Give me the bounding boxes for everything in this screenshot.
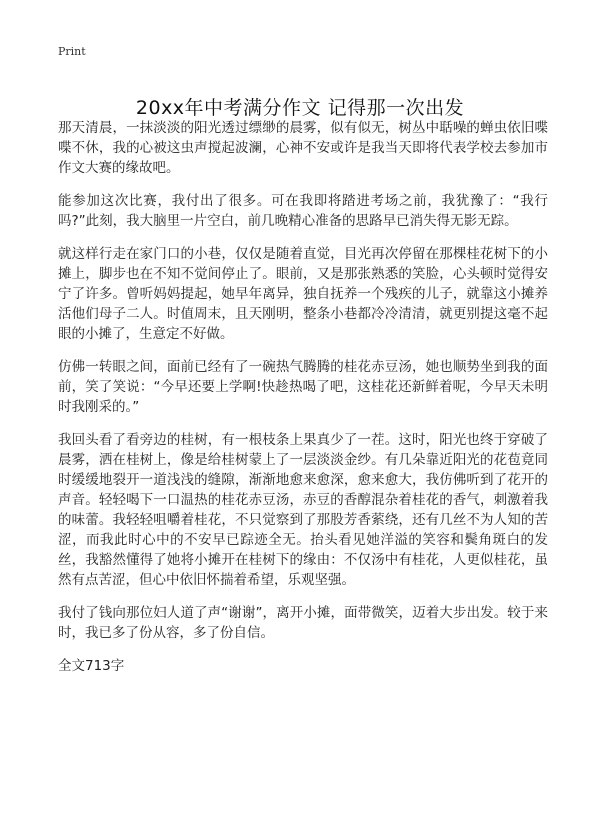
paragraph: 我付了钱向那位妇人道了声“谢谢”，离开小摊，面带微笑，迈着大步出发。较于来时，我已多了份从容，多了份自信。 [58,605,548,641]
paragraph: 就这样行走在家门口的小巷，仅仅是随着直觉，目光再次停留在那棵桂花树下的小摊上，脚步也在不知不觉间停止了。眼前，又是那张熟悉的笑脸，心头顿时觉得安宁了许多。曾听妈妈提起，她早年离异，独自抚养一个残疾的儿子，就靠这小摊养活他们母子二人。时值周末，且天刚明，整条小巷都冷冷清清，就更别提这毫不起眼的小摊了，生意定不好做。 [58,246,548,342]
article-title: 20xx年中考满分作文 记得那一次出发 [135,96,465,119]
word-count: 全文713字 [58,658,125,674]
paragraph: 我回头看了看旁边的桂树，有一根枝条上果真少了一茬。这时，阳光也终于穿破了晨雾，洒在桂树上，像是给桂树蒙上了一层淡淡金纱。有几朵靠近阳光的花苞竟同时缓缓地裂开一道浅浅的缝隙，渐渐地愈来愈深，愈来愈大，我仿佛听到了花开的声音。轻轻喝下一口温热的桂花赤豆汤，赤豆的香醇混杂着桂花的香气，刺激着我的味蕾。我轻轻咀嚼着桂花，不只觉察到了那股芳香萦绕，还有几丝不为人知的苦涩，而我此时心中的不安早已踪迹全无。抬头看见她洋溢的笑容和鬓角斑白的发丝，我豁然懂得了她将小摊开在桂树下的缘由：不仅汤中有桂花，人更似桂花，虽然有点苦涩，但心中依旧怀揣着希望，乐观坚强。 [58,432,548,588]
article-body [58,118,548,676]
paragraph: 那天清晨，一抹淡淡的阳光透过缥缈的晨雾，似有似无，树丛中聒噪的蝉虫依旧喋喋不休，我的心被这虫声搅起波澜，心神不安或许是我当天即将代表学校去参加市作文大赛的缘故吧。 [58,120,548,176]
print-link[interactable]: Print [58,45,86,58]
paragraph: 仿佛一转眼之间，面前已经有了一碗热气腾腾的桂花赤豆汤，她也顺势坐到我的面前，笑了笑说：“今早还要上学啊!快趁热喝了吧，这桂花还新鲜着呢，今早天未明时我刚采的。” [58,359,548,415]
paragraph: 能参加这次比赛，我付出了很多。可在我即将踏进考场之前，我犹豫了：“我行吗?”此刻，我大脑里一片空白，前几晚精心准备的思路早已消失得无影无踪。 [58,193,548,229]
